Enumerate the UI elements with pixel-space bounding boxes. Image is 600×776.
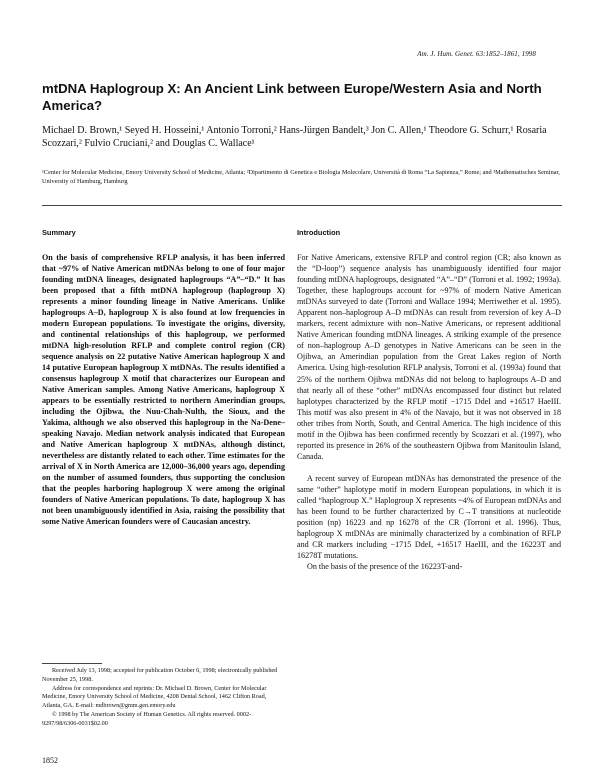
footnote-address: Address for correspondence and reprints: Dr. Michael D. Brown, Center for Molecular Medicine, Emory University School of Medicine, 4208 Dental School, 1462 Clifton Road, Atlanta, GA. E-mail: mdbrown@gmm.gen.emory.edu [42, 684, 267, 710]
header-divider [42, 205, 562, 206]
footnote-divider [42, 663, 102, 664]
introduction-body [297, 252, 561, 572]
journal-citation: Am. J. Hum. Genet. 63:1852–1861, 1998 [417, 50, 536, 58]
summary-abstract: On the basis of comprehensive RFLP analysis, it has been inferred that ~97% of Native American mtDNAs belong to one of four major founding mtDNA lineages, designated haplogroups “A”–“D.” It has been proposed that a fifth mtDNA haplogroup (haplogroup X) represents a minor founding lineage in Native Americans. Unlike haplogroups A–D, haplogroup X is also found at low frequencies in modern European populations. To investigate the origins, diversity, and continental relationships of this haplogroup, we performed mtDNA high-resolution RFLP and complete control region (CR) sequence analysis on 22 putative Native American haplogroup X and 14 putative European haplogroup X mtDNAs. The results identified a consensus haplogroup X motif that characterizes our European and Native American samples. Among Native Americans, haplogroup X appears to be essentially restricted to northern Amerindian groups, including the Ojibwa, the Nuu-Chah-Nulth, the Sioux, and the Yakima, although we also observed this haplogroup in the Na-Dene–speaking Navajo. Median network analysis indicated that European and Native American haplogroup X mtDNAs, although distinct, nevertheless are distantly related to each other. Time estimates for the arrival of X in North America are 12,000–36,000 years ago, depending on the number of assumed founders, thus supporting the conclusion that the peoples harboring haplogroup X were among the original founders of Native American populations. To date, haplogroup X has not been unambiguously identified in Asia, raising the possibility that some Native American founders were of Caucasian ancestry. [42, 253, 285, 526]
intro-paragraph-2: A recent survey of European mtDNAs has demonstrated the presence of the same “other” haplotype motif in modern European populations, in which it is called “haplogroup X.” Haplogroup X represents ~4% of European mtDNAs and has been found to be further characterized by C→T transitions at nucleotide position (np) 16223 and np 16278 of the CR (Torroni et al. 1996). Thus, haplogroup X mtDNAs are minimally characterized by a combination of RFLP and CR markers including −1715 DdeI, +16517 HaeIII, and the 16223T and 16278T mutations. [297, 473, 561, 561]
page-number: 1852 [42, 756, 58, 765]
article-title: mtDNA Haplogroup X: An Ancient Link between Europe/Western Asia and North America? [42, 81, 542, 113]
footnote-copyright: © 1998 by The American Society of Human Genetics. All rights reserved. 0002-9297/98/6306-0031$02.00 [42, 710, 252, 727]
footnote [42, 667, 285, 729]
introduction-heading: Introduction [297, 228, 341, 237]
summary-heading: Summary [42, 228, 76, 237]
author-list: Michael D. Brown,¹ Seyed H. Hosseini,¹ Antonio Torroni,² Hans-Jürgen Bandelt,³ Jon C. Allen,¹ Theodore G. Schurr,¹ Rosaria Scozzari,² Fulvio Cruciani,² and Douglas C. Wallace¹ [42, 125, 547, 150]
affiliations: ¹Center for Molecular Medicine, Emory University School of Medicine, Atlanta; ²Dipartimento di Genetica e Biologia Molecolare, Università di Roma “La Sapienza,” Rome; and ³Mathematisches Seminar, University of Hamburg, Hamburg [42, 169, 560, 185]
intro-paragraph-1: For Native Americans, extensive RFLP and control region (CR; also known as the “D-loop”) sequence analysis has unambiguously identified four major founding mtDNA haplogroups, designated “A”–“D” (Torroni et al. 1992; 1993a). Together, these haplogroups account for ~97% of modern Native American mtDNAs surveyed to date (Torroni and Wallace 1994; Merriwether et al. 1995). Apparent non–haplogroup A–D mtDNAs can result from reversion of key A–D markers, recent admixture with non–Native Americans, or represent additional Native American founding mtDNA lineages. A striking example of the presence of non–haplogroup A–D genotypes in Native Americans can be seen in the Ojibwa, an Amerindian population from the Great Lakes region of North America. Using high-resolution RFLP analysis, Torroni et al. (1993a) found that 25% of the northern Ojibwa mtDNAs did not belong to haplogroups A–D and that nearly all of these “other” mtDNAs encompassed four distinct but related haplotypes characterized by the RFLP motif −1715 DdeI and +16517 HaeIII. This motif was also present in 4% of the Navajo, but it was not observed in 18 other tribes from North, South, and Central America. The high incidence of this motif in the Ojibwa has been confirmed recently by Scozzari et al. (1997), who reported its presence in 26% of the southeastern Ojibwa from Manitoulin Island, Canada. [297, 253, 561, 461]
intro-paragraph-3: On the basis of the presence of the 16223T-and- [307, 562, 463, 572]
footnote-received: Received July 13, 1998; accepted for publication October 6, 1998; electronically published November 25, 1998. [42, 667, 278, 683]
